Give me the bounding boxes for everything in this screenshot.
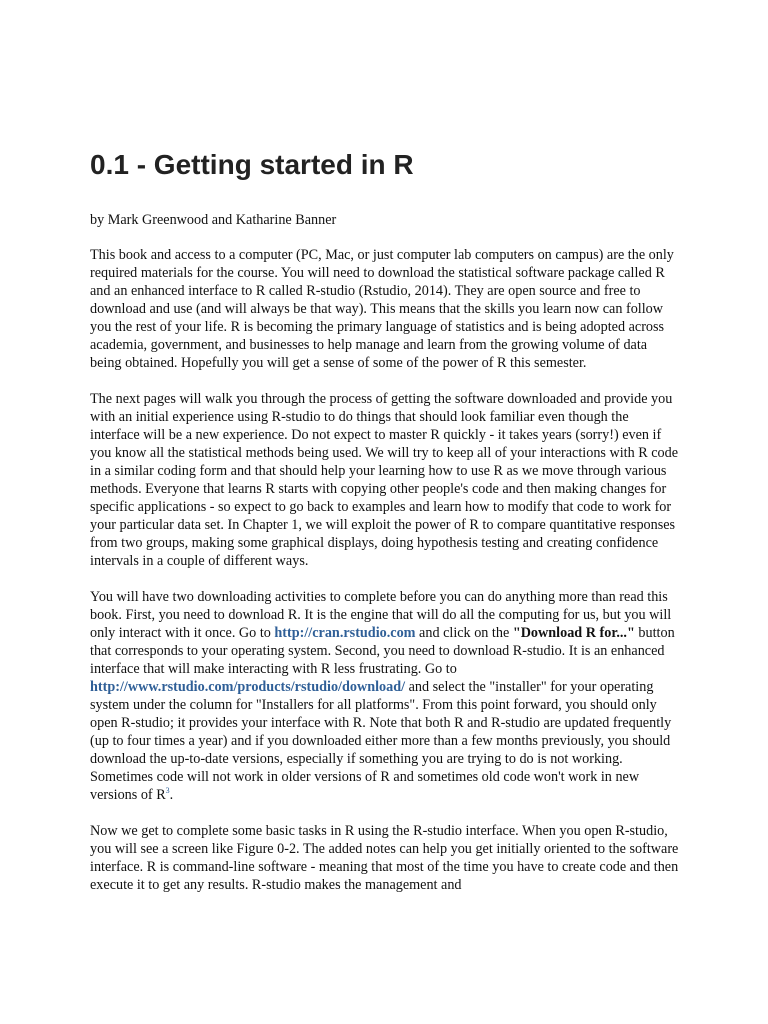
paragraph-intro: This book and access to a computer (PC, Mac, or just computer lab computers on campus) are the only required materials for the course. You will need to download the statistical software package called R and an enhanced interface to R called R-studio (Rstudio, 2014). They are open source and free to download and use (and will always be that way). This means that the skills you learn now can follow you the rest of your life. R is becoming the primary language of statistics and is being adopted across academia, government, and businesses to help manage and learn from the growing volume of data being obtained. Hopefully you will get a sense of some of the power of R this semester.: [90, 247, 674, 371]
paragraph-text-segment: You will have two downloading activities to complete before you can do anything more than read this book. First, you need to download R. It is the engine that will do all the computing for us, but you will only interact with it once. Go to: [90, 589, 672, 641]
author-byline: by Mark Greenwood and Katharine Banner: [90, 212, 337, 228]
paragraph-text-segment: and select the "installer" for your operating system under the column for "Installers for all platforms". From this point forward, you should only open R-studio; it provides your interface with R. Note that both R and R-studio are updated frequently (up to four times a year) and if you downloaded either more than a few months previously, you should download the up-to-date versions, especially if something you are trying to do is not working. Sometimes code will not work in older versions of R and sometimes old code won't work in new versions of R: [90, 679, 672, 803]
footnote-3-link[interactable]: 3: [165, 786, 170, 795]
paragraph-downloading: [90, 588, 680, 804]
rstudio-download-link[interactable]: http://www.rstudio.com/products/rstudio/download/: [90, 679, 406, 695]
download-r-emphasis: "Download R for...": [512, 625, 635, 641]
document-page: [90, 146, 680, 912]
paragraph-text-segment: button that corresponds to your operating system. Second, you need to download R-studio. It is an enhanced interface that will make interacting with R less frustrating. Go to: [90, 625, 675, 677]
paragraph-text-segment: .: [169, 787, 174, 803]
paragraph-basic-tasks: Now we get to complete some basic tasks in R using the R-studio interface. When you open R-studio, you will see a screen like Figure 0-2. The added notes can help you get initially oriented to the software interface. R is command-line software - meaning that most of the time you have to create code and then execute it to get any results. R-studio makes the management and: [90, 823, 679, 893]
cran-link[interactable]: http://cran.rstudio.com: [274, 625, 416, 641]
paragraph-text-segment: and click on the: [415, 625, 513, 641]
paragraph-next-pages: The next pages will walk you through the process of getting the software downloaded and provide you with an initial experience using R-studio to do things that should look familiar even though the interface will be a new experience. Do not expect to master R quickly - it takes years (sorry!) even if you know all the statistical methods being used. We will try to keep all of your interactions with R code in a similar coding form and that should help your learning how to use R as we move through various methods. Everyone that learns R starts with copying other people's code and then making changes for specific applications - so expect to go back to examples and learn how to modify that code to work for your particular data set. In Chapter 1, we will exploit the power of R to compare quantitative responses from two groups, making some graphical displays, doing hypothesis testing and creating confidence intervals in a couple of different ways.: [90, 391, 679, 569]
page-title: 0.1 - Getting started in R: [90, 149, 414, 180]
